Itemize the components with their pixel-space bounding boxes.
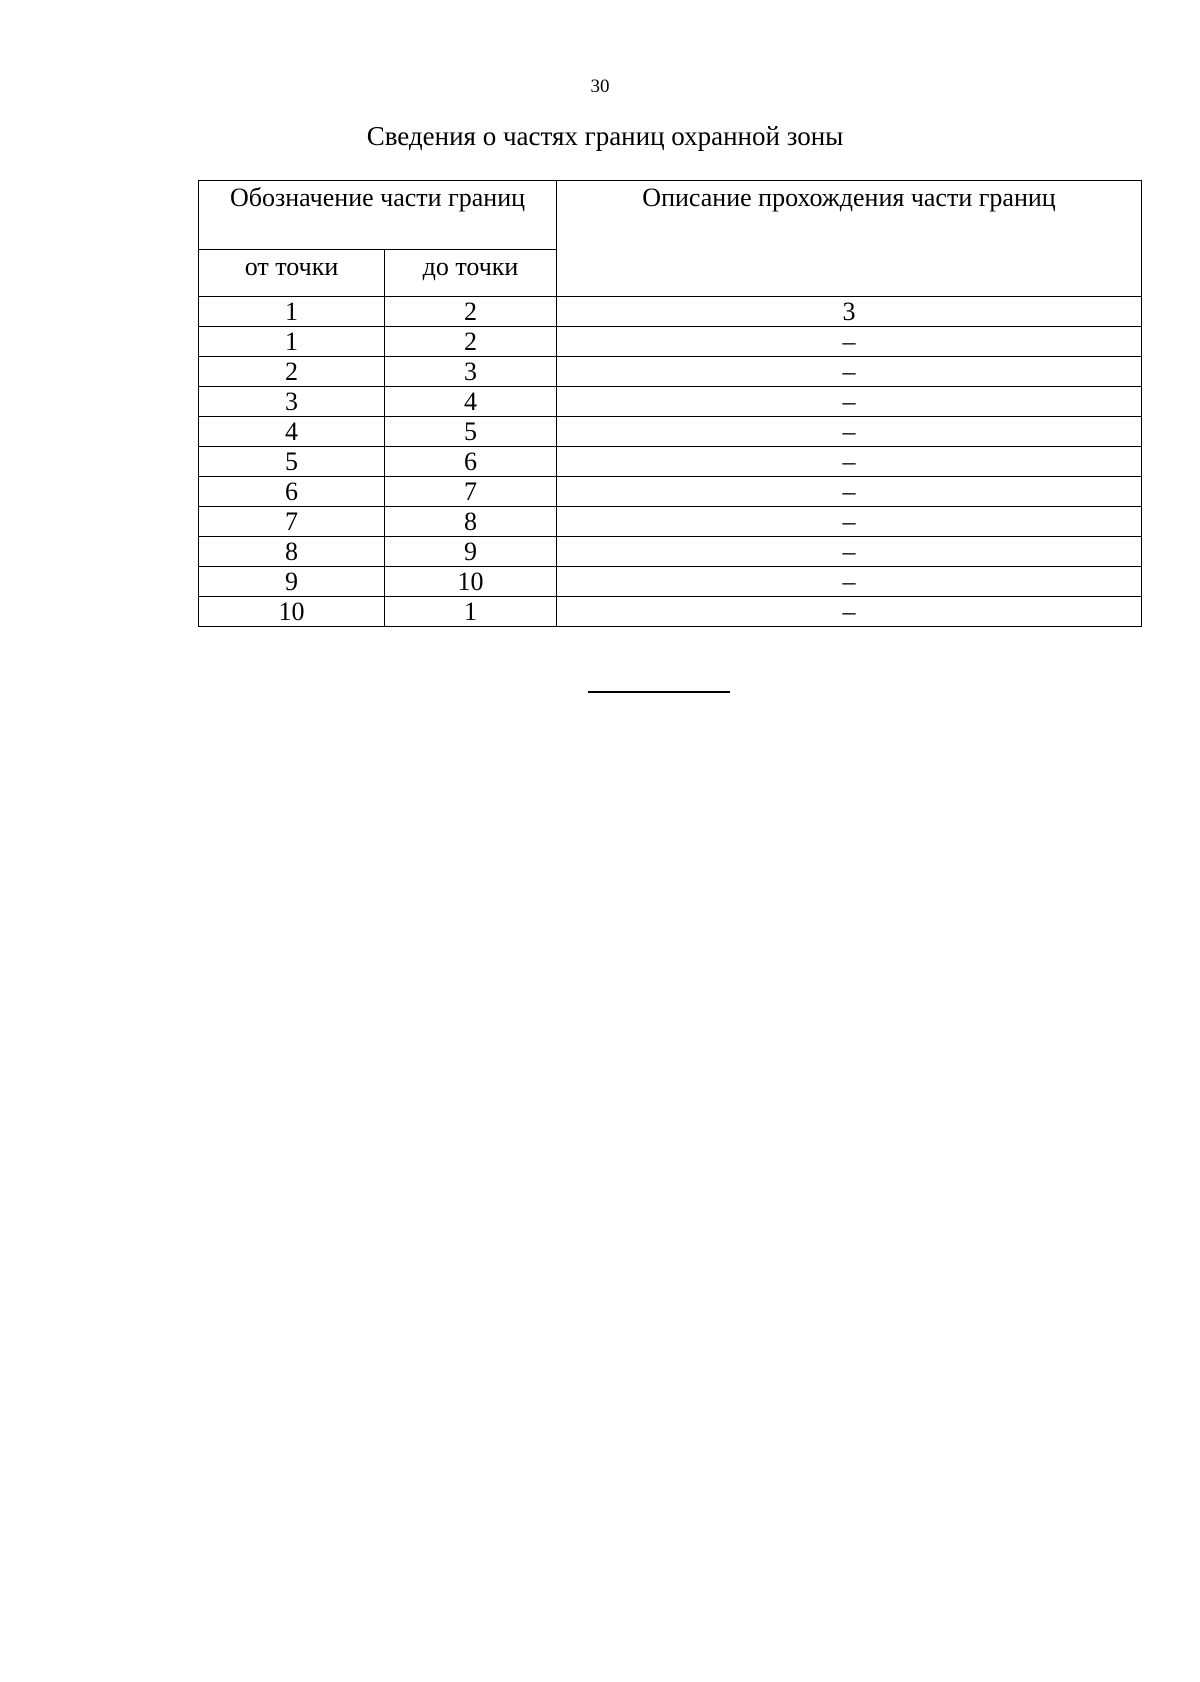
- cell-to-point: 10: [385, 567, 557, 597]
- cell-from-point: 10: [199, 597, 385, 627]
- column-number: 2: [385, 297, 557, 327]
- table-row: [199, 327, 1142, 357]
- header-boundary-designation: Обозначение части границ: [199, 181, 557, 250]
- cell-from-point: 6: [199, 477, 385, 507]
- table-row: [199, 567, 1142, 597]
- cell-to-point: 2: [385, 327, 557, 357]
- column-number: 3: [557, 297, 1142, 327]
- table-row: [199, 387, 1142, 417]
- cell-from-point: 8: [199, 537, 385, 567]
- header-boundary-description: Описание прохождения части границ: [557, 181, 1142, 297]
- cell-to-point: 3: [385, 357, 557, 387]
- document-title: Сведения о частях границ охранной зоны: [366, 121, 844, 151]
- cell-description: –: [557, 507, 1142, 537]
- cell-from-point: 3: [199, 387, 385, 417]
- header-to-point: до точки: [385, 250, 557, 297]
- cell-description: –: [557, 447, 1142, 477]
- column-number: 1: [199, 297, 385, 327]
- cell-description: –: [557, 387, 1142, 417]
- table-row: [199, 357, 1142, 387]
- table-row: [199, 447, 1142, 477]
- page-number: 30: [590, 76, 610, 97]
- header-from-point: от точки: [199, 250, 385, 297]
- cell-description: –: [557, 597, 1142, 627]
- cell-to-point: 5: [385, 417, 557, 447]
- closing-divider: [588, 691, 730, 693]
- table-row: [199, 477, 1142, 507]
- cell-from-point: 9: [199, 567, 385, 597]
- cell-description: –: [557, 537, 1142, 567]
- cell-to-point: 4: [385, 387, 557, 417]
- column-number-row: [199, 297, 1142, 327]
- cell-from-point: 4: [199, 417, 385, 447]
- cell-from-point: 2: [199, 357, 385, 387]
- cell-to-point: 9: [385, 537, 557, 567]
- cell-from-point: 1: [199, 327, 385, 357]
- cell-from-point: 5: [199, 447, 385, 477]
- cell-description: –: [557, 327, 1142, 357]
- cell-to-point: 7: [385, 477, 557, 507]
- boundary-parts-table: [198, 180, 1142, 627]
- cell-description: –: [557, 567, 1142, 597]
- table-row: [199, 507, 1142, 537]
- cell-description: –: [557, 477, 1142, 507]
- table-header-row: [199, 181, 1142, 250]
- cell-description: –: [557, 357, 1142, 387]
- cell-to-point: 8: [385, 507, 557, 537]
- cell-to-point: 6: [385, 447, 557, 477]
- table-row: [199, 597, 1142, 627]
- table-row: [199, 537, 1142, 567]
- cell-from-point: 7: [199, 507, 385, 537]
- cell-description: –: [557, 417, 1142, 447]
- table-row: [199, 417, 1142, 447]
- cell-to-point: 1: [385, 597, 557, 627]
